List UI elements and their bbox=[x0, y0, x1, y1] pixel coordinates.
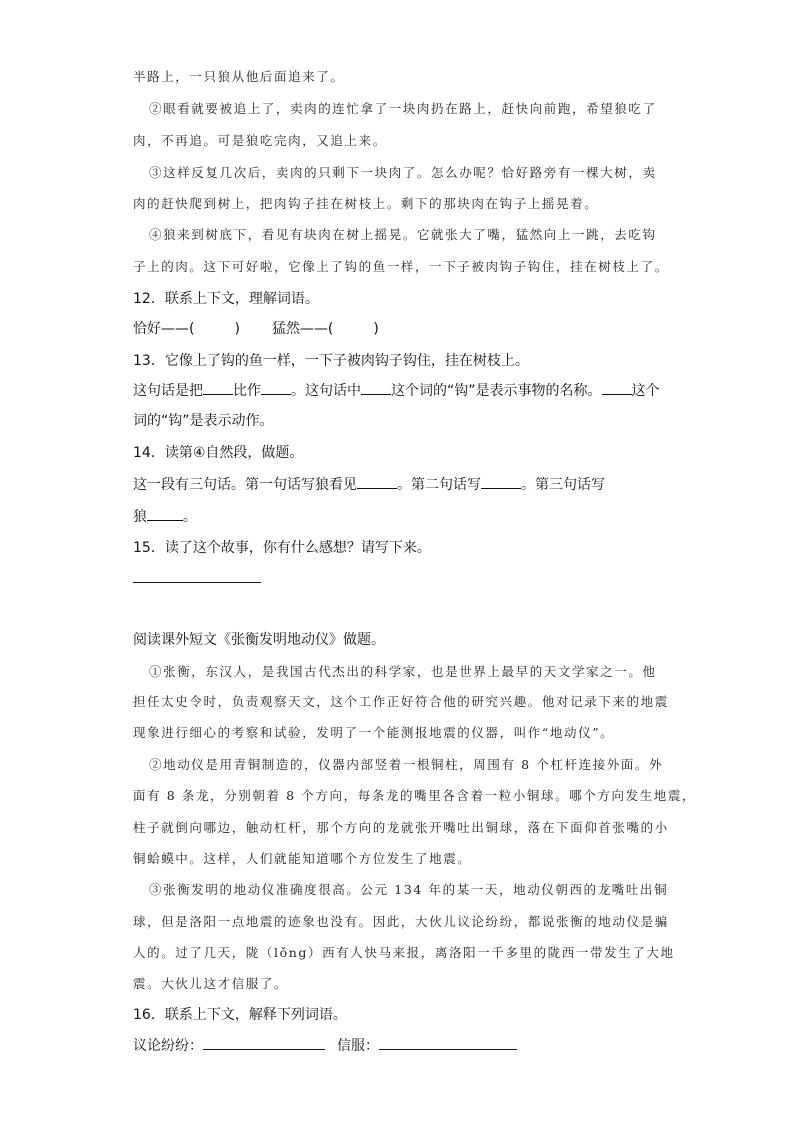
passage2-line2: 担任太史令时，负责观察天文，这个工作正好符合他的研究兴趣。他对记录下来的地震 bbox=[133, 694, 669, 709]
passage1-line3: 肉，不再追。可是狼吃完肉，又追上来。 bbox=[133, 133, 387, 148]
passage1-line7: 子上的肉。这下可好啦，它像上了钩的鱼一样，一下子被肉钩子钩住，挂在树枝上了。 bbox=[133, 259, 669, 274]
question-15-title: 15．读了这个故事，你有什么感想？请写下来。 bbox=[133, 540, 431, 556]
question-14-line1: 这一段有三句话。第一句话写狼看见 。第二句话写 。第三句话写 bbox=[133, 474, 605, 494]
q13-blank-3[interactable] bbox=[361, 380, 391, 395]
passage1-line1: 半路上，一只狼从他后面追来了。 bbox=[133, 69, 345, 84]
q12-close-b: ) bbox=[373, 321, 379, 337]
q16-blank-b[interactable] bbox=[379, 1035, 517, 1050]
q13-blank-1[interactable] bbox=[203, 380, 233, 395]
q14-blank-1[interactable] bbox=[357, 474, 397, 489]
q13-blank-2[interactable] bbox=[261, 380, 291, 395]
q16-label-a: 议论纷纷： bbox=[133, 1038, 203, 1054]
passage2-line7: 铜蛤蟆中。这样，人们就能知道哪个方位发生了地震。 bbox=[133, 851, 472, 866]
q15-answer-line[interactable] bbox=[133, 582, 261, 583]
q14-blank-3[interactable] bbox=[147, 506, 183, 521]
question-12-title: 12．联系上下文，理解词语。 bbox=[133, 291, 319, 307]
passage2-line4: ②地动仪是用青铜制造的，仪器内部竖着一根铜柱，周围有 8 个杠杆连接外面。外 bbox=[149, 757, 664, 772]
question-13-line2: 词的“钩”是表示动作。 bbox=[133, 413, 274, 429]
question-14-line2: 狼 。 bbox=[133, 506, 197, 526]
passage2-line9: 球，但是洛阳一点地震的迹象也没有。因此，大伙儿议论纷纷，都说张衡的地动仪是骗 bbox=[133, 914, 669, 929]
q13-blank-4[interactable] bbox=[602, 380, 632, 395]
question-16-title: 16．联系上下文，解释下列词语。 bbox=[133, 1007, 347, 1023]
question-16-answers bbox=[133, 1035, 517, 1055]
passage2-line8: ③张衡发明的地动仪准确度很高。公元 134 年的某一天，地动仪朝西的龙嘴吐出铜 bbox=[149, 882, 669, 897]
q12-close-a: ) bbox=[234, 321, 240, 337]
passage2-line11: 震。大伙儿这才信服了。 bbox=[133, 976, 289, 991]
question-14-title: 14．读第④自然段，做题。 bbox=[133, 445, 304, 461]
question-12-answers bbox=[133, 318, 379, 338]
q16-blank-a[interactable] bbox=[203, 1035, 325, 1050]
passage2-intro: 阅读课外短文《张衡发明地动仪》做题。 bbox=[133, 632, 385, 648]
passage2-line1: ①张衡，东汉人，是我国古代杰出的科学家，也是世界上最早的天文学家之一。他 bbox=[149, 664, 657, 679]
passage2-line5: 面有 8 条龙，分别朝着 8 个方向，每条龙的嘴里各含着一粒小铜球。哪个方向发生地震， bbox=[133, 788, 697, 803]
passage2-line3: 现象进行细心的考察和试验，发明了一个能测报地震的仪器，叫作“地动仪”。 bbox=[133, 725, 615, 740]
passage2-line10: 人的。过了几天，陇（lǒng）西有人快马来报，离洛阳一千多里的陇西一带发生了大地 bbox=[133, 945, 675, 960]
q14-blank-2[interactable] bbox=[481, 474, 521, 489]
q12-word-b: 猛然——( bbox=[271, 321, 334, 337]
q16-label-b: 信服： bbox=[337, 1038, 379, 1054]
passage1-line4: ③这样反复几次后，卖肉的只剩下一块肉了。怎么办呢？恰好路旁有一棵大树，卖 bbox=[149, 165, 657, 180]
question-13-line1: 这句话是把 比作 。这句话中 这个词的“钩”是表示事物的名称。 这个 bbox=[133, 380, 660, 400]
question-13-title: 13．它像上了钩的鱼一样，一下子被肉钩子钩住，挂在树枝上。 bbox=[133, 353, 529, 369]
passage2-line6: 柱子就倒向哪边，触动杠杆，那个方向的龙就张开嘴吐出铜球，落在下面仰首张嘴的小 bbox=[133, 820, 669, 835]
q12-word-a: 恰好——( bbox=[133, 321, 195, 337]
passage1-line2: ②眼看就要被追上了，卖肉的连忙拿了一块肉扔在路上，赶快向前跑，希望狼吃了 bbox=[149, 101, 657, 116]
passage1-line6: ④狼来到树底下，看见有块肉在树上摇晃。它就张大了嘴，猛然向上一跳，去吃钩 bbox=[149, 227, 657, 242]
passage1-line5: 肉的赶快爬到树上，把肉钩子挂在树枝上。剩下的那块肉在钩子上摇晃着。 bbox=[133, 196, 599, 211]
